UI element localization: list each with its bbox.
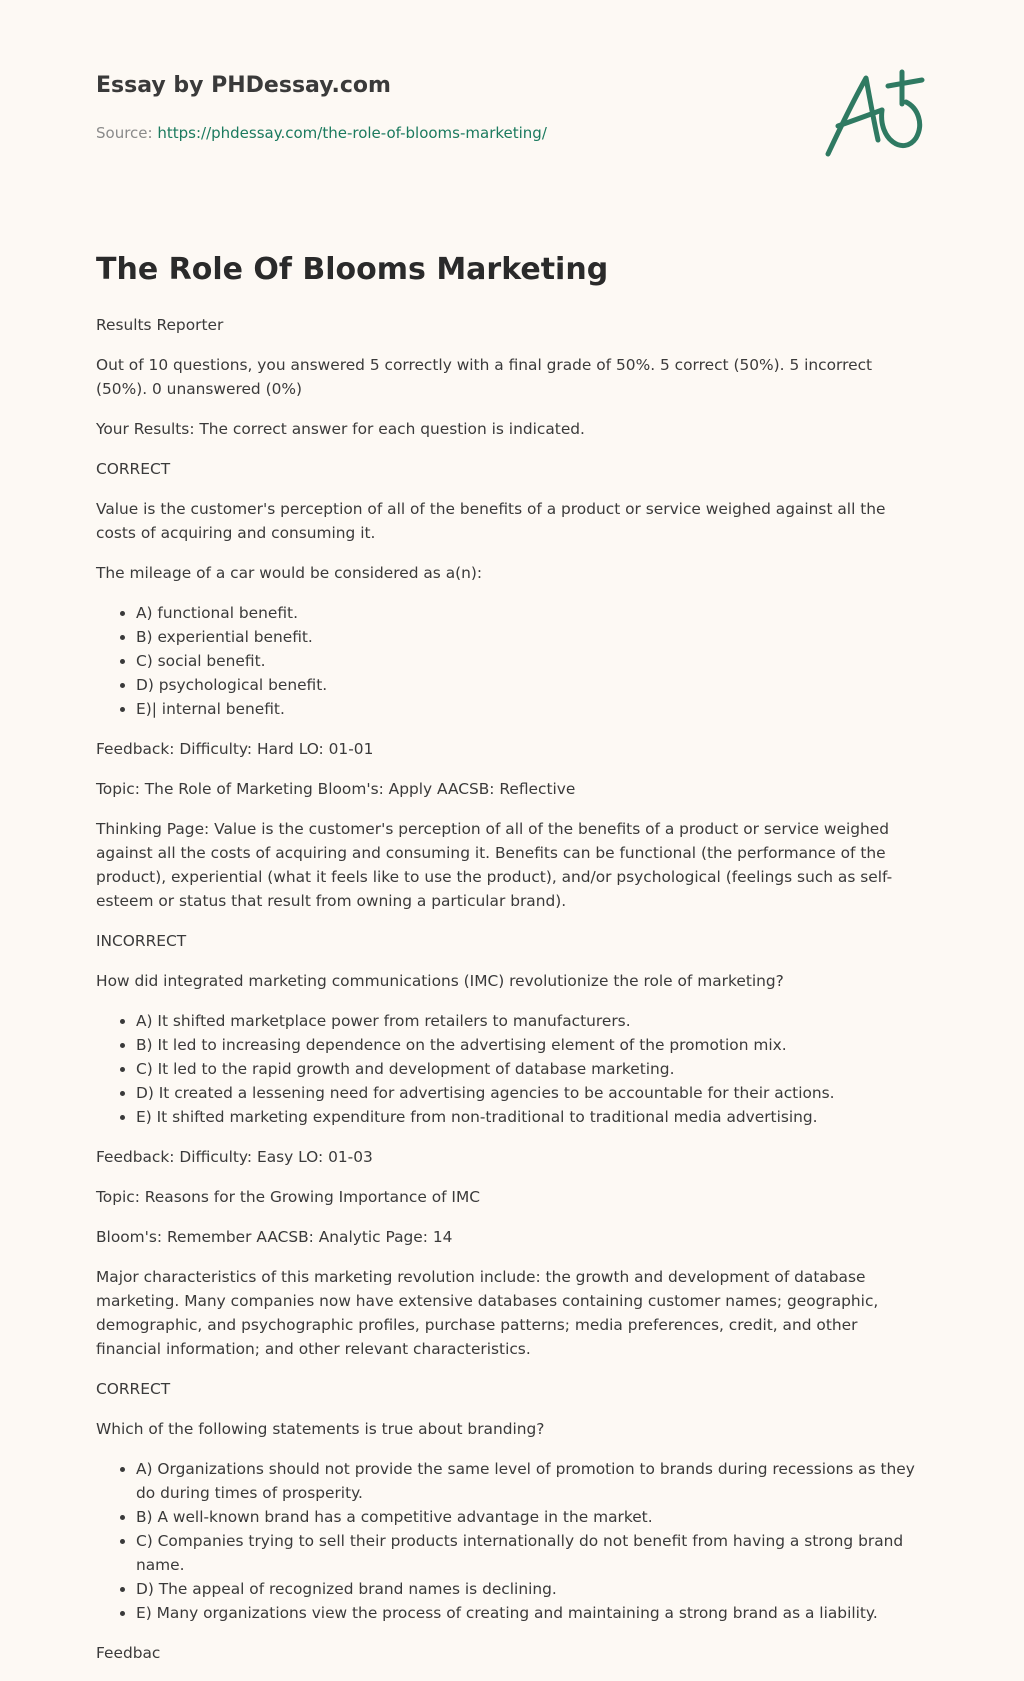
q2-explanation: Major characteristics of this marketing revolution include: the growth and development of database marketing. Many companies now have extensive databases containing customer names; geographic, demographic, and psychographic profiles, purchase patterns; media preferences, credit, and other financial information; and other relevant characteristics. xyxy=(96,1268,879,1358)
q1-feedback: Feedback: Difficulty: Hard LO: 01-01 xyxy=(96,740,374,758)
q1-status: CORRECT xyxy=(96,460,171,478)
q1-option: • A) functional benefit. xyxy=(136,601,922,625)
q2-status: INCORRECT xyxy=(96,932,187,950)
q3-option: • B) A well-known brand has a competitive advantage in the market. xyxy=(136,1505,922,1529)
q1-topic: Topic: The Role of Marketing Bloom's: Apply AACSB: Reflective xyxy=(96,780,576,798)
source-label: Source: xyxy=(96,124,153,142)
q3-option: • C) Companies trying to sell their products internationally do not benefit from having a strong brand name. xyxy=(136,1529,922,1577)
q1-option: • C) social benefit. xyxy=(136,649,922,673)
q3-option: • D) The appeal of recognized brand names is declining. xyxy=(136,1577,922,1601)
q1-intro: Value is the customer's perception of all of the benefits of a product or service weighed against all the costs of acquiring and consuming it. xyxy=(96,500,886,542)
q3-option: • E) Many organizations view the process of creating and maintaining a strong brand as a liability. xyxy=(136,1601,922,1625)
q3-option: • A) Organizations should not provide the same level of promotion to brands during recessions as they do during times of prosperity. xyxy=(136,1457,922,1505)
results-reporter: Results Reporter xyxy=(96,316,224,334)
q2-option: • B) It led to increasing dependence on the advertising element of the promotion mix. xyxy=(136,1033,922,1057)
q2-question: How did integrated marketing communications (IMC) revolutionize the role of marketing? xyxy=(96,972,784,990)
q2-option: • C) It led to the rapid growth and development of database marketing. xyxy=(136,1057,922,1081)
q2-option: • D) It created a lessening need for advertising agencies to be accountable for their actions. xyxy=(136,1081,922,1105)
q3-question: Which of the following statements is true about branding? xyxy=(96,1420,545,1438)
q1-explanation: Thinking Page: Value is the customer's perception of all of the benefits of a product or service weighed against all the costs of acquiring and consuming it. Benefits can be functional (the performance of the product), experiential (what it feels like to use the product), and/or psychological (feelings such as self-esteem or status that result from owning a particular brand). xyxy=(96,820,893,910)
q2-blooms: Bloom's: Remember AACSB: Analytic Page: 14 xyxy=(96,1228,453,1246)
site-brand: Essay by PHDessay.com xyxy=(96,73,391,98)
q1-option: • D) psychological benefit. xyxy=(136,673,922,697)
q3-feedback: Feedbac xyxy=(96,1644,161,1662)
a-plus-logo-icon xyxy=(818,66,930,166)
q1-option: • E)| internal benefit. xyxy=(136,697,922,721)
q1-question: The mileage of a car would be considered as a(n): xyxy=(96,564,483,582)
q1-option: • B) experiential benefit. xyxy=(136,625,922,649)
essay-body xyxy=(96,313,922,1681)
your-results: Your Results: The correct answer for each question is indicated. xyxy=(96,420,585,438)
q2-option: • A) It shifted marketplace power from retailers to manufacturers. xyxy=(136,1009,922,1033)
q2-option: • E) It shifted marketing expenditure from non-traditional to traditional media advertising. xyxy=(136,1105,922,1129)
q3-status: CORRECT xyxy=(96,1380,171,1398)
q2-options xyxy=(96,1009,922,1129)
q1-options xyxy=(96,601,922,721)
q3-options xyxy=(96,1457,922,1625)
essay-title: The Role Of Blooms Marketing xyxy=(96,252,609,287)
q2-feedback: Feedback: Difficulty: Easy LO: 01-03 xyxy=(96,1148,373,1166)
source-line xyxy=(96,124,547,142)
source-link[interactable]: https://phdessay.com/the-role-of-blooms-marketing/ xyxy=(157,124,547,142)
results-summary: Out of 10 questions, you answered 5 correctly with a final grade of 50%. 5 correct (50%). 5 incorrect (50%). 0 unanswered (0%) xyxy=(96,356,873,398)
q2-topic: Topic: Reasons for the Growing Importance of IMC xyxy=(96,1188,480,1206)
